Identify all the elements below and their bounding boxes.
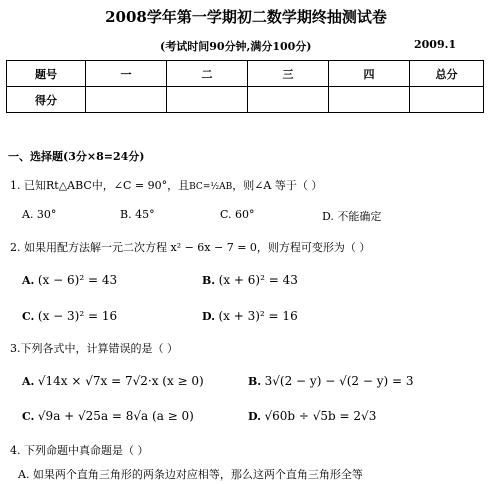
option-expression: √14x × √7x = 7√2·x (x ≥ 0) [37, 374, 204, 388]
q2-option-c[interactable] [22, 309, 117, 323]
q4-option-a[interactable]: A. 如果两个直角三角形的两条边对应相等，那么这两个直角三角形全等 [18, 468, 363, 481]
option-expression: √9a + √25a = 8√a (a ≥ 0) [37, 409, 194, 423]
q1-option-b[interactable]: B. 45° [120, 208, 155, 221]
option-expression: (x + 3)² = 16 [218, 309, 298, 323]
option-label: B. [202, 274, 216, 287]
q3-option-a[interactable] [22, 374, 204, 388]
table-row [7, 61, 484, 87]
option-label: C. [22, 410, 35, 423]
option-expression: (x − 6)² = 43 [37, 273, 118, 287]
option-expression: (x − 3)² = 16 [37, 309, 118, 323]
question-1-stem [10, 177, 322, 193]
q1-option-c[interactable]: C. 60° [220, 208, 255, 221]
table-cell: 得分 [7, 87, 86, 113]
table-cell: 三 [248, 61, 329, 87]
table-cell: 二 [167, 61, 248, 87]
q2-option-d[interactable] [202, 309, 298, 323]
q3-option-d[interactable] [248, 409, 376, 423]
q1-option-a[interactable]: A. 30° [22, 208, 57, 221]
question-text: 1. 已知Rt△ABC中，∠C = 90°，且 [10, 179, 190, 192]
q1-option-d[interactable]: D. 不能确定 [322, 210, 382, 223]
option-label: D. [202, 310, 215, 323]
table-cell: 一 [86, 61, 167, 87]
score-input-cell[interactable] [410, 87, 484, 113]
score-input-cell[interactable] [248, 87, 329, 113]
option-label: A. [22, 274, 35, 287]
exam-info: (考试时间90分钟,满分100分) [160, 40, 312, 53]
q3-option-c[interactable] [22, 409, 194, 423]
q3-option-b[interactable] [248, 374, 414, 388]
option-label: D. [248, 410, 261, 423]
page-title: 2008学年第一学期初二数学期终抽测试卷 [105, 8, 387, 26]
score-input-cell[interactable] [167, 87, 248, 113]
question-condition: BC=½AB [189, 182, 233, 192]
score-input-cell[interactable] [329, 87, 410, 113]
option-label: A. [22, 375, 35, 388]
score-table [6, 60, 484, 113]
table-cell: 四 [329, 61, 410, 87]
table-cell: 题号 [7, 61, 86, 87]
option-label: C. [22, 310, 35, 323]
question-3-stem: 3.下列各式中，计算错误的是（ ） [10, 342, 178, 355]
question-text: ，则∠A 等于（ ） [232, 179, 323, 192]
table-cell: 总分 [410, 61, 484, 87]
question-2-stem: 2. 如果用配方法解一元二次方程 x² − 6x − 7 = 0，则方程可变形为（ ） [10, 241, 371, 254]
option-label: B. [248, 375, 262, 388]
score-input-cell[interactable] [86, 87, 167, 113]
q2-option-b[interactable] [202, 273, 298, 287]
option-expression: 3√(2 − y) − √(2 − y) = 3 [264, 374, 414, 388]
section-heading: 一、选择题(3分×8=24分) [8, 150, 145, 163]
table-row [7, 87, 484, 113]
question-4-stem: 4. 下列命题中真命题是（ ） [10, 444, 149, 457]
option-expression: √60b ÷ √5b = 2√3 [264, 409, 377, 423]
option-expression: (x + 6)² = 43 [218, 273, 298, 287]
q2-option-a[interactable] [22, 273, 117, 287]
exam-date: 2009.1 [414, 38, 457, 51]
